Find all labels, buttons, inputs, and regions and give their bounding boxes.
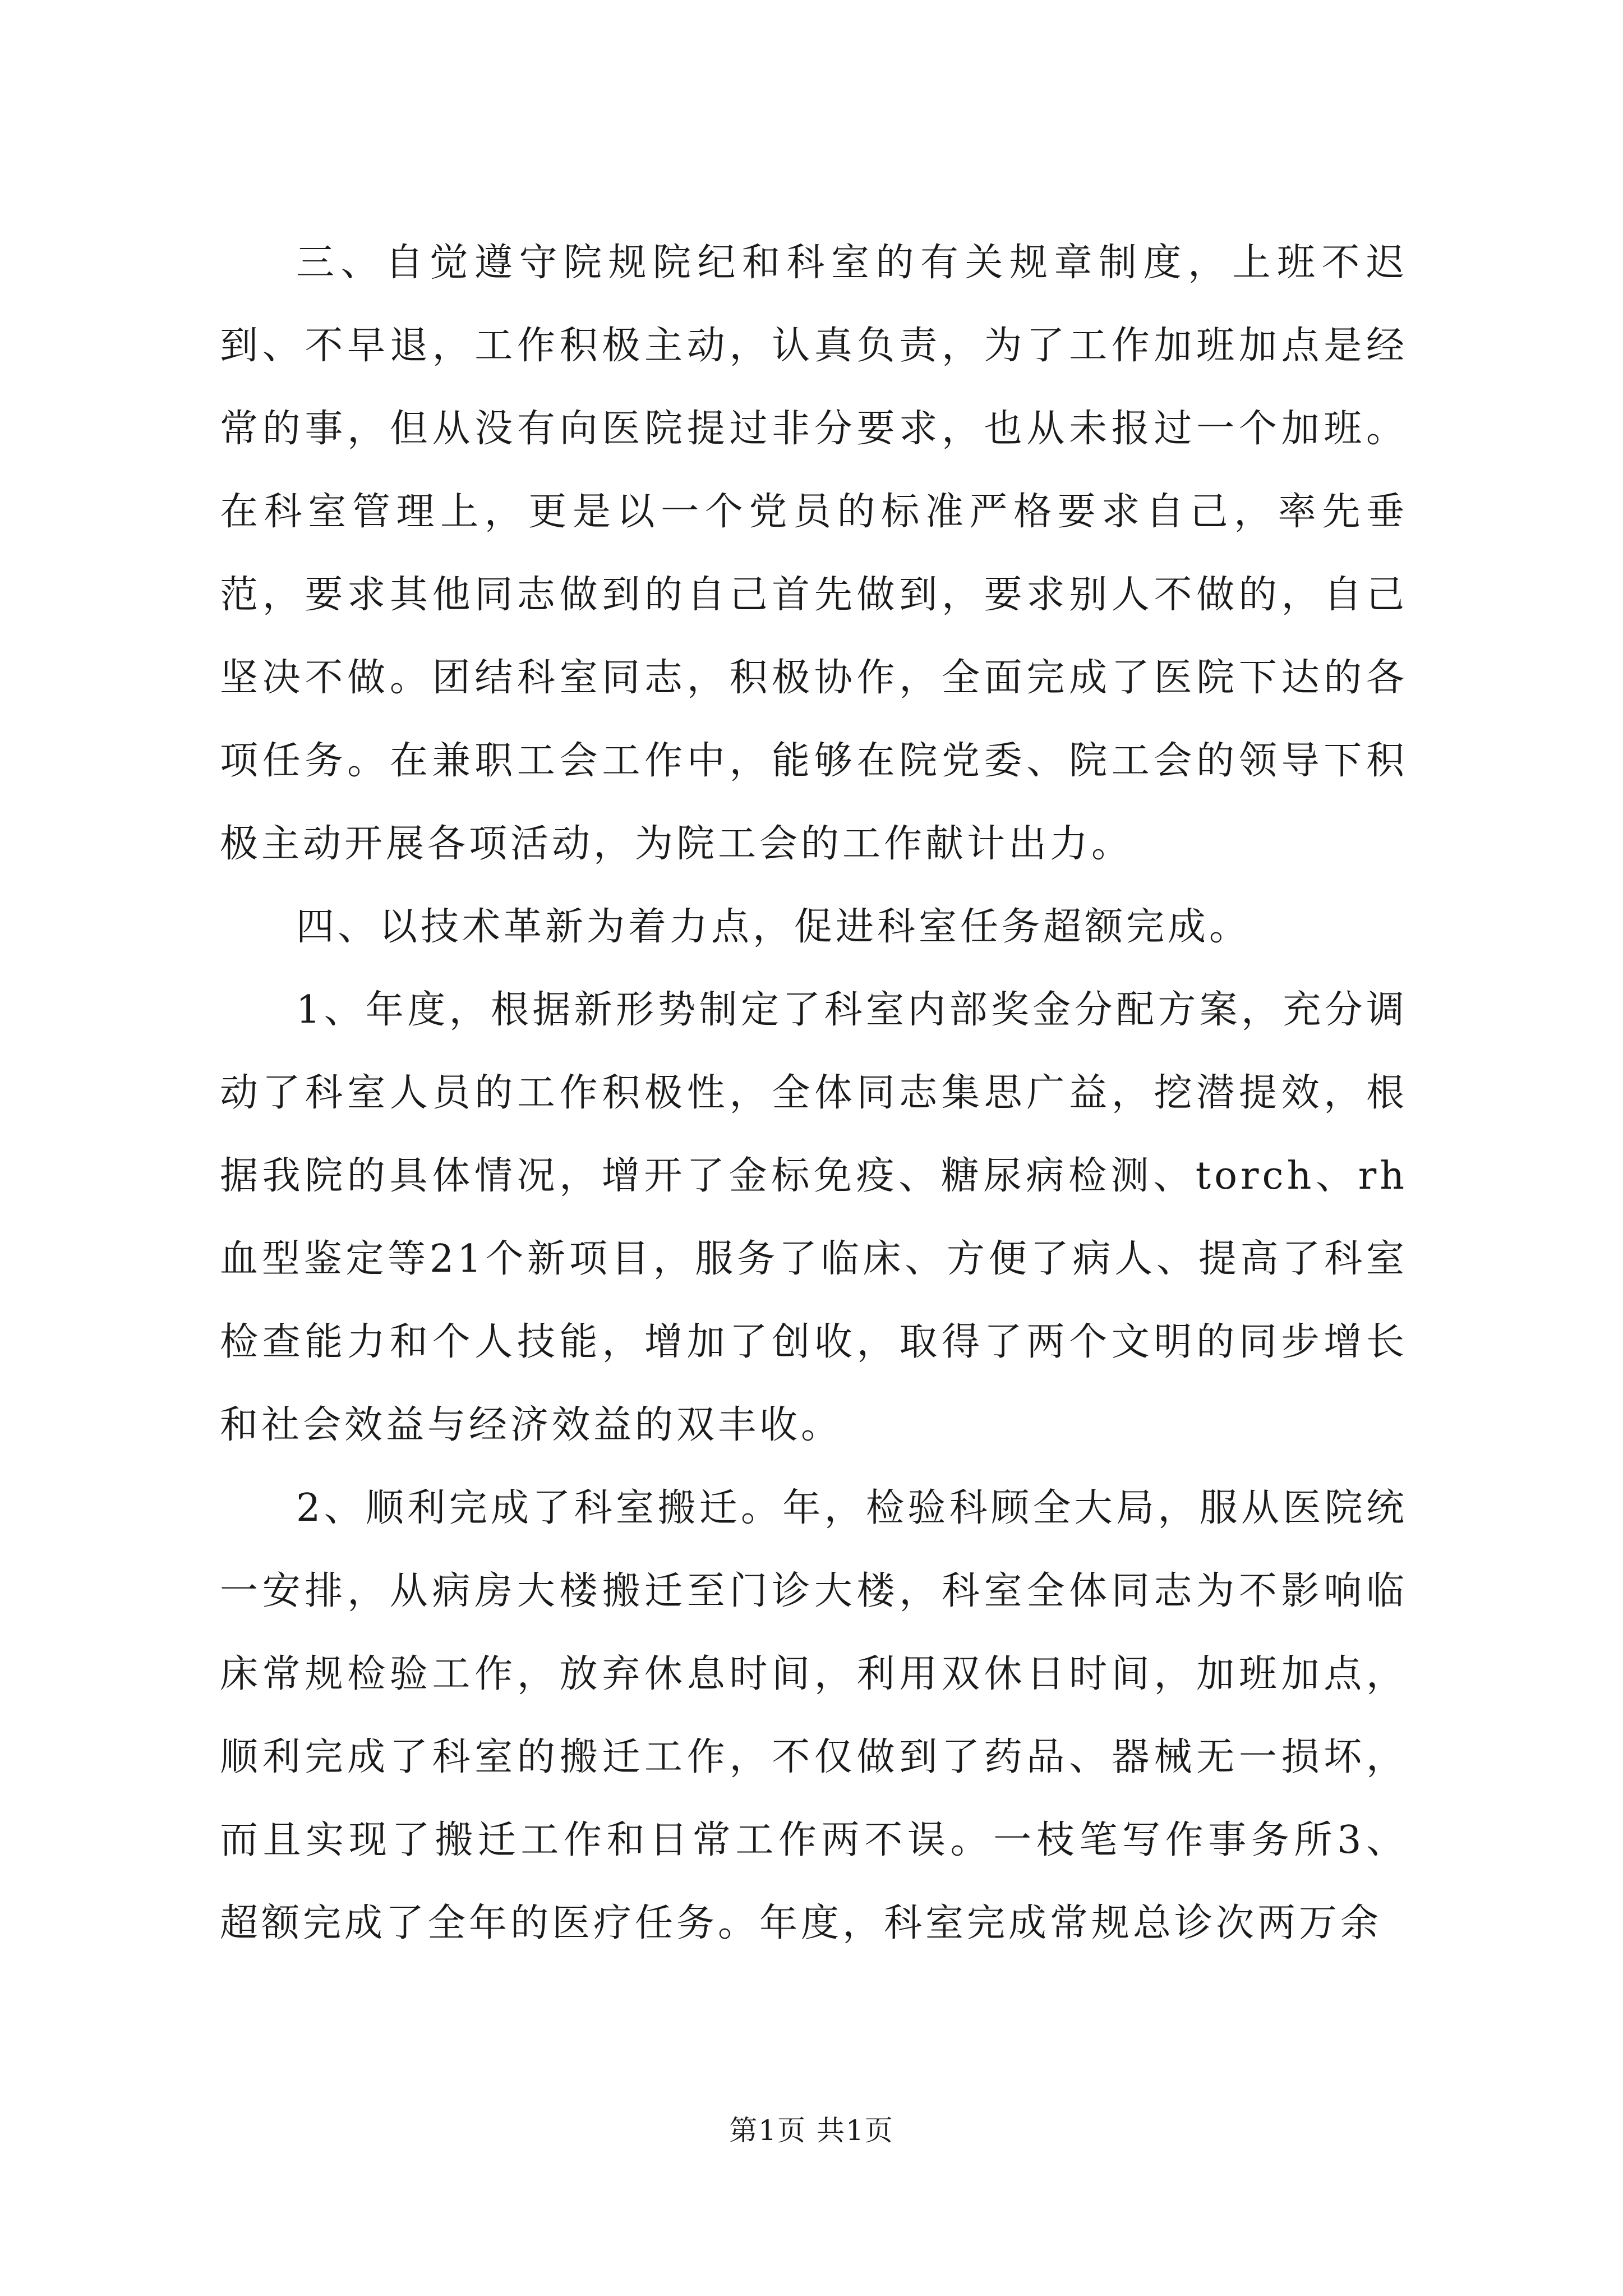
paragraph-section-four-heading: 四、以技术革新为着力点，促进科室任务超额完成。 <box>296 905 1251 949</box>
page-footer: 第1页 共1页 <box>729 2114 894 2147</box>
paragraph-item-one: 1、年度，根据新形势制定了科室内部奖金分配方案，充分调动了科室人员的工作积极性，全体同志集思广益，挖潜提效，根据我院的具体情况，增开了金标免疫、糖尿病检测、torch、rh血型鉴定等21个新项目，服务了临床、方便了病人、提高了科室检查能力和个人技能，增加了创收，取得了两个文明的同步增长和社会效益与经济效益的双丰收。 <box>220 988 1408 1447</box>
paragraph-section-three: 三、自觉遵守院规院纪和科室的有关规章制度，上班不迟到、不早退，工作积极主动，认真负责，为了工作加班加点是经常的事，但从没有向医院提过非分要求，也从未报过一个加班。在科室管理上，更是以一个党员的标准严格要求自己，率先垂范，要求其他同志做到的自己首先做到，要求别人不做的，自己坚决不做。团结科室同志，积极协作，全面完成了医院下达的各项任务。在兼职工会工作中，能够在院党委、院工会的领导下积极主动开展各项活动，为院工会的工作献计出力。 <box>220 241 1408 866</box>
paragraph-item-two: 2、顺利完成了科室搬迁。年，检验科顾全大局，服从医院统一安排，从病房大楼搬迁至门诊大楼，科室全体同志为不影响临床常规检验工作，放弃休息时间，利用双休日时间，加班加点，顺利完成了科室的搬迁工作，不仅做到了药品、器械无一损坏，而且实现了搬迁工作和日常工作两不误。一枝笔写作事务所3、超额完成了全年的医疗任务。年度，科室完成常规总诊次两万余 <box>220 1486 1408 1945</box>
document-body <box>220 222 1408 1965</box>
